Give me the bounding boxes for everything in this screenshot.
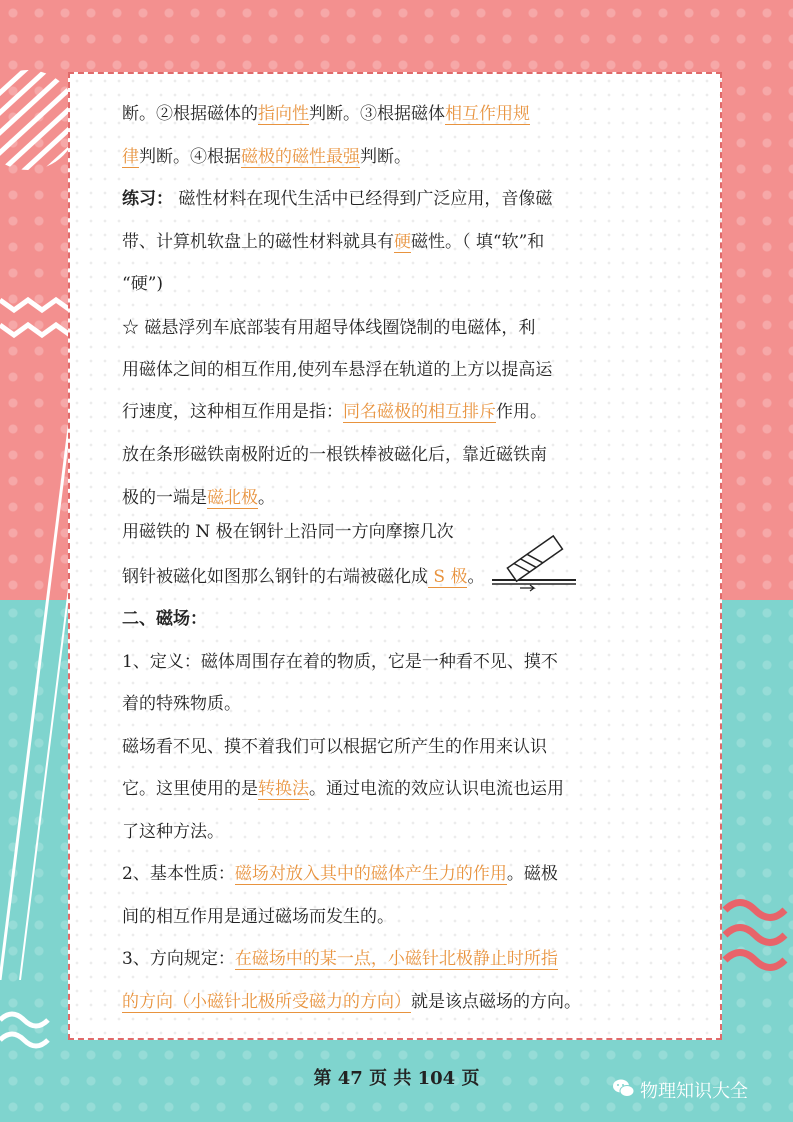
body-text: 断。②根据磁体的 xyxy=(122,104,258,124)
body-text: 了这种方法。 xyxy=(122,822,224,842)
body-text: 极的一端是 xyxy=(122,488,207,508)
body-text: 判断。③根据磁体 xyxy=(309,104,445,124)
body-text: 带、计算机软盘上的磁性材料就具有 xyxy=(122,232,394,252)
answer-text: 相互作用规 xyxy=(445,104,530,124)
body-text: 作用。 xyxy=(496,402,547,422)
body-text: 。通过电流的效应认识电流也运用 xyxy=(309,779,564,799)
body-text: 用磁体之间的相互作用,使列车悬浮在轨道的上方以提高运 xyxy=(122,360,553,380)
body-text: 放在条形磁铁南极附近的一根铁棒被磁化后，靠近磁铁南 xyxy=(122,445,547,465)
answer-text: 硬 xyxy=(394,232,411,252)
content-card xyxy=(68,72,722,1040)
magnetized-needle-figure xyxy=(490,532,580,594)
text-line xyxy=(122,820,682,844)
body-text: ☆ 磁悬浮列车底部装有用超导体线圈饶制的电磁体，利 xyxy=(122,318,536,338)
text-line xyxy=(122,862,682,886)
page-footer: 第 47 页 共 104 页 xyxy=(313,1068,480,1089)
answer-text: 磁极的磁性最强 xyxy=(241,147,360,167)
text-line xyxy=(122,145,682,169)
text-line xyxy=(122,520,682,544)
body-text: 行速度，这种相互作用是指： xyxy=(122,402,343,422)
text-line xyxy=(122,486,682,510)
text-line xyxy=(122,947,682,971)
body-text: 它。这里使用的是 xyxy=(122,779,258,799)
body-text: 3、方向规定： xyxy=(122,949,235,969)
text-line xyxy=(122,400,682,424)
text-line xyxy=(122,272,682,296)
body-text: 判断。 xyxy=(360,147,411,167)
heading-text: 练习： xyxy=(122,189,173,209)
body-text: 间的相互作用是通过磁场而发生的。 xyxy=(122,907,394,927)
answer-text: 转换法 xyxy=(258,779,309,799)
body-text: 2、基本性质： xyxy=(122,864,235,884)
wechat-icon xyxy=(612,1078,636,1100)
answer-text: 的方向（小磁针北极所受磁力的方向） xyxy=(122,992,411,1012)
text-line xyxy=(122,905,682,929)
answer-text: 同名磁极的相互排斥 xyxy=(343,402,496,422)
decorative-wave-icon xyxy=(720,890,793,980)
text-line xyxy=(122,565,682,589)
body-text: 。 xyxy=(467,567,485,587)
decorative-wave-left-icon xyxy=(0,1000,60,1060)
decorative-zigzag-icon xyxy=(0,290,70,350)
text-line xyxy=(122,607,682,631)
text-line xyxy=(122,102,682,126)
text-line xyxy=(122,692,682,716)
body-text: 磁场看不见、摸不着我们可以根据它所产生的作用来认识 xyxy=(122,737,547,757)
text-line xyxy=(122,187,682,211)
body-text: 。 xyxy=(258,488,275,508)
body-text: “硬”) xyxy=(122,274,164,294)
text-line xyxy=(122,443,682,467)
answer-text: 在磁场中的某一点，小磁针北极静止时所指 xyxy=(234,949,558,969)
text-line xyxy=(122,990,682,1014)
text-line xyxy=(122,650,682,674)
watermark: 物理知识大全 xyxy=(640,1081,748,1102)
body-text: 着的特殊物质。 xyxy=(122,694,241,714)
body-text: 。磁极 xyxy=(506,864,558,884)
body-text: 判断。④根据 xyxy=(139,147,241,167)
body-text: 就是该点磁场的方向。 xyxy=(411,992,581,1012)
text-line xyxy=(122,735,682,759)
body-text: 用磁铁的 N 极在钢针上沿同一方向摩擦几次 xyxy=(122,522,454,542)
answer-text: 律 xyxy=(122,147,139,167)
answer-text: 磁北极 xyxy=(207,488,258,508)
text-line xyxy=(122,777,682,801)
body-text: 磁性材料在现代生活中已经得到广泛应用，音像磁 xyxy=(173,189,553,209)
body-text: 磁性。（ 填“软”和 xyxy=(411,232,545,252)
answer-text: 磁场对放入其中的磁体产生力的作用 xyxy=(234,864,507,884)
body-text: 1、定义：磁体周围存在着的物质，它是一种看不见、摸不 xyxy=(122,652,558,672)
answer-text: 指向性 xyxy=(258,104,309,124)
text-line xyxy=(122,358,682,382)
answer-text: S 极 xyxy=(428,567,468,587)
body-text: 钢针被磁化如图那么钢针的右端被磁化成 xyxy=(122,567,428,587)
text-line xyxy=(122,230,682,254)
text-line xyxy=(122,316,682,340)
heading-text: 二、磁场： xyxy=(122,609,207,629)
